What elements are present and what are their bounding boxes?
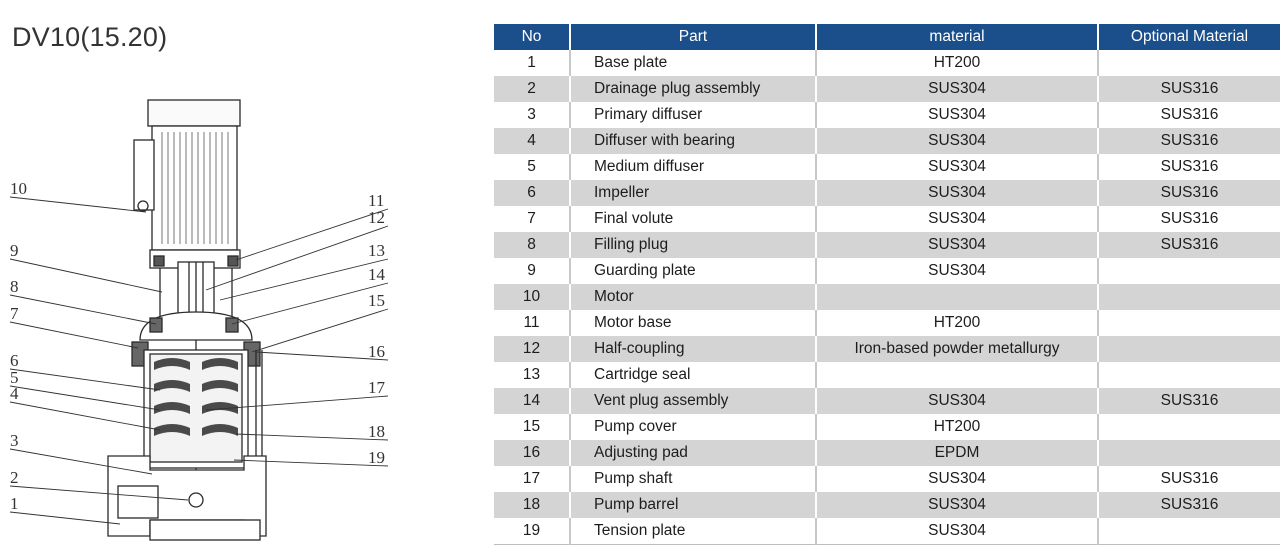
cell-material xyxy=(816,362,1098,388)
table-row xyxy=(494,180,1280,206)
table-row xyxy=(494,310,1280,336)
header-part: Part xyxy=(570,24,816,50)
cell-material: SUS304 xyxy=(816,232,1098,258)
cell-no: 10 xyxy=(522,288,541,305)
callout-18: 18 xyxy=(368,422,385,441)
header-material: material xyxy=(816,24,1098,50)
cell-no: 7 xyxy=(527,210,536,227)
cell-part: Adjusting pad xyxy=(570,440,816,466)
table-row xyxy=(494,128,1280,154)
cell-part: Motor xyxy=(570,284,816,310)
cell-material: SUS304 xyxy=(816,128,1098,154)
cell-no: 15 xyxy=(522,418,541,435)
cell-material: EPDM xyxy=(816,440,1098,466)
cell-part: Medium diffuser xyxy=(570,154,816,180)
cell-optional xyxy=(1098,440,1280,466)
cell-material: SUS304 xyxy=(816,466,1098,492)
cell-optional xyxy=(1098,362,1280,388)
cell-optional: SUS316 xyxy=(1098,466,1280,492)
callout-7: 7 xyxy=(10,304,19,323)
cell-material xyxy=(816,284,1098,310)
cell-no: 19 xyxy=(494,518,570,545)
cell-optional xyxy=(1098,518,1280,545)
table-row xyxy=(494,362,1280,388)
cell-material: SUS304 xyxy=(816,154,1098,180)
callout-6: 6 xyxy=(10,351,19,370)
cell-optional: SUS316 xyxy=(1098,232,1280,258)
cell-optional xyxy=(1098,336,1280,362)
header-optional-material: Optional Material xyxy=(1098,24,1280,50)
cell-part: Diffuser with bearing xyxy=(570,128,816,154)
cell-part: Filling plug xyxy=(570,232,816,258)
table-row xyxy=(494,154,1280,180)
table-row xyxy=(494,258,1280,284)
header-no: No xyxy=(494,24,570,50)
callout-15: 15 xyxy=(368,291,385,310)
cell-material: SUS304 xyxy=(816,206,1098,232)
table-row xyxy=(494,492,1280,518)
cell-optional: SUS316 xyxy=(1098,76,1280,102)
table-header-row xyxy=(494,24,1280,50)
cell-part: Final volute xyxy=(570,206,816,232)
cell-material: SUS304 xyxy=(816,518,1098,545)
cell-part: Base plate xyxy=(570,50,816,76)
cell-no: 8 xyxy=(527,236,536,253)
cell-optional: SUS316 xyxy=(1098,180,1280,206)
callout-14: 14 xyxy=(368,265,385,284)
cell-optional xyxy=(1098,50,1280,76)
cell-material: SUS304 xyxy=(816,102,1098,128)
cell-part: Pump cover xyxy=(570,414,816,440)
cell-no: 13 xyxy=(522,366,541,383)
cell-material: SUS304 xyxy=(816,180,1098,206)
table-row xyxy=(494,388,1280,414)
callout-16: 16 xyxy=(368,342,385,361)
cell-optional xyxy=(1098,414,1280,440)
cell-no: 3 xyxy=(527,106,536,123)
cell-optional xyxy=(1098,284,1280,310)
cell-part: Primary diffuser xyxy=(570,102,816,128)
cell-no: 14 xyxy=(522,392,541,409)
pump-body xyxy=(108,100,266,540)
callout-5: 5 xyxy=(10,368,19,387)
cell-material: HT200 xyxy=(816,50,1098,76)
cell-part: Motor base xyxy=(570,310,816,336)
cell-optional xyxy=(1098,310,1280,336)
cell-material: SUS304 xyxy=(816,388,1098,414)
callout-3: 3 xyxy=(10,431,19,450)
callout-19: 19 xyxy=(368,448,385,467)
cell-material: SUS304 xyxy=(816,492,1098,518)
cell-part: Vent plug assembly xyxy=(570,388,816,414)
cell-material: HT200 xyxy=(816,414,1098,440)
cell-material: SUS304 xyxy=(816,258,1098,284)
callout-1: 1 xyxy=(10,494,19,513)
cell-material: Iron-based powder metallurgy xyxy=(816,336,1098,362)
table-row xyxy=(494,518,1280,545)
cell-material: HT200 xyxy=(816,310,1098,336)
callout-8: 8 xyxy=(10,277,19,296)
table-row xyxy=(494,232,1280,258)
cell-no: 12 xyxy=(522,340,541,357)
cell-part: Tension plate xyxy=(570,518,816,545)
table-row xyxy=(494,76,1280,102)
table-row xyxy=(494,284,1280,310)
cell-optional: SUS316 xyxy=(1098,102,1280,128)
table-row xyxy=(494,50,1280,76)
model-title: DV10(15.20) xyxy=(12,22,168,52)
parts-material-table xyxy=(494,24,1280,545)
table-row xyxy=(494,336,1280,362)
cell-no: 4 xyxy=(527,132,536,149)
callout-9: 9 xyxy=(10,241,19,260)
table-row xyxy=(494,414,1280,440)
cell-optional: SUS316 xyxy=(1098,128,1280,154)
table-row xyxy=(494,466,1280,492)
callout-11: 11 xyxy=(368,191,385,210)
cell-no: 5 xyxy=(527,158,536,175)
cell-no: 9 xyxy=(527,262,536,279)
table-row xyxy=(494,102,1280,128)
callout-12: 12 xyxy=(368,208,385,227)
callout-13: 13 xyxy=(368,241,385,260)
cell-part: Pump shaft xyxy=(570,466,816,492)
cell-no: 16 xyxy=(522,444,541,461)
cell-optional: SUS316 xyxy=(1098,154,1280,180)
pump-cross-section-drawing xyxy=(0,88,400,553)
cell-optional: SUS316 xyxy=(1098,206,1280,232)
callout-2: 2 xyxy=(10,468,19,487)
cell-part: Drainage plug assembly xyxy=(570,76,816,102)
cell-part: Cartridge seal xyxy=(570,362,816,388)
callout-4: 4 xyxy=(10,384,19,403)
cell-part: Pump barrel xyxy=(570,492,816,518)
cell-optional: SUS316 xyxy=(1098,492,1280,518)
cell-optional: SUS316 xyxy=(1098,388,1280,414)
cell-no: 2 xyxy=(527,80,536,97)
cell-no: 11 xyxy=(523,314,540,331)
cell-optional xyxy=(1098,258,1280,284)
table-row xyxy=(494,440,1280,466)
cell-part: Half-coupling xyxy=(570,336,816,362)
cell-material: SUS304 xyxy=(816,76,1098,102)
callout-17: 17 xyxy=(368,378,385,397)
cell-part: Impeller xyxy=(570,180,816,206)
cell-no: 1 xyxy=(527,54,536,71)
cell-no: 17 xyxy=(522,470,541,487)
cell-no: 18 xyxy=(522,496,541,513)
cell-part: Guarding plate xyxy=(570,258,816,284)
table-row xyxy=(494,206,1280,232)
callout-10: 10 xyxy=(10,179,27,198)
cell-no: 6 xyxy=(527,184,536,201)
